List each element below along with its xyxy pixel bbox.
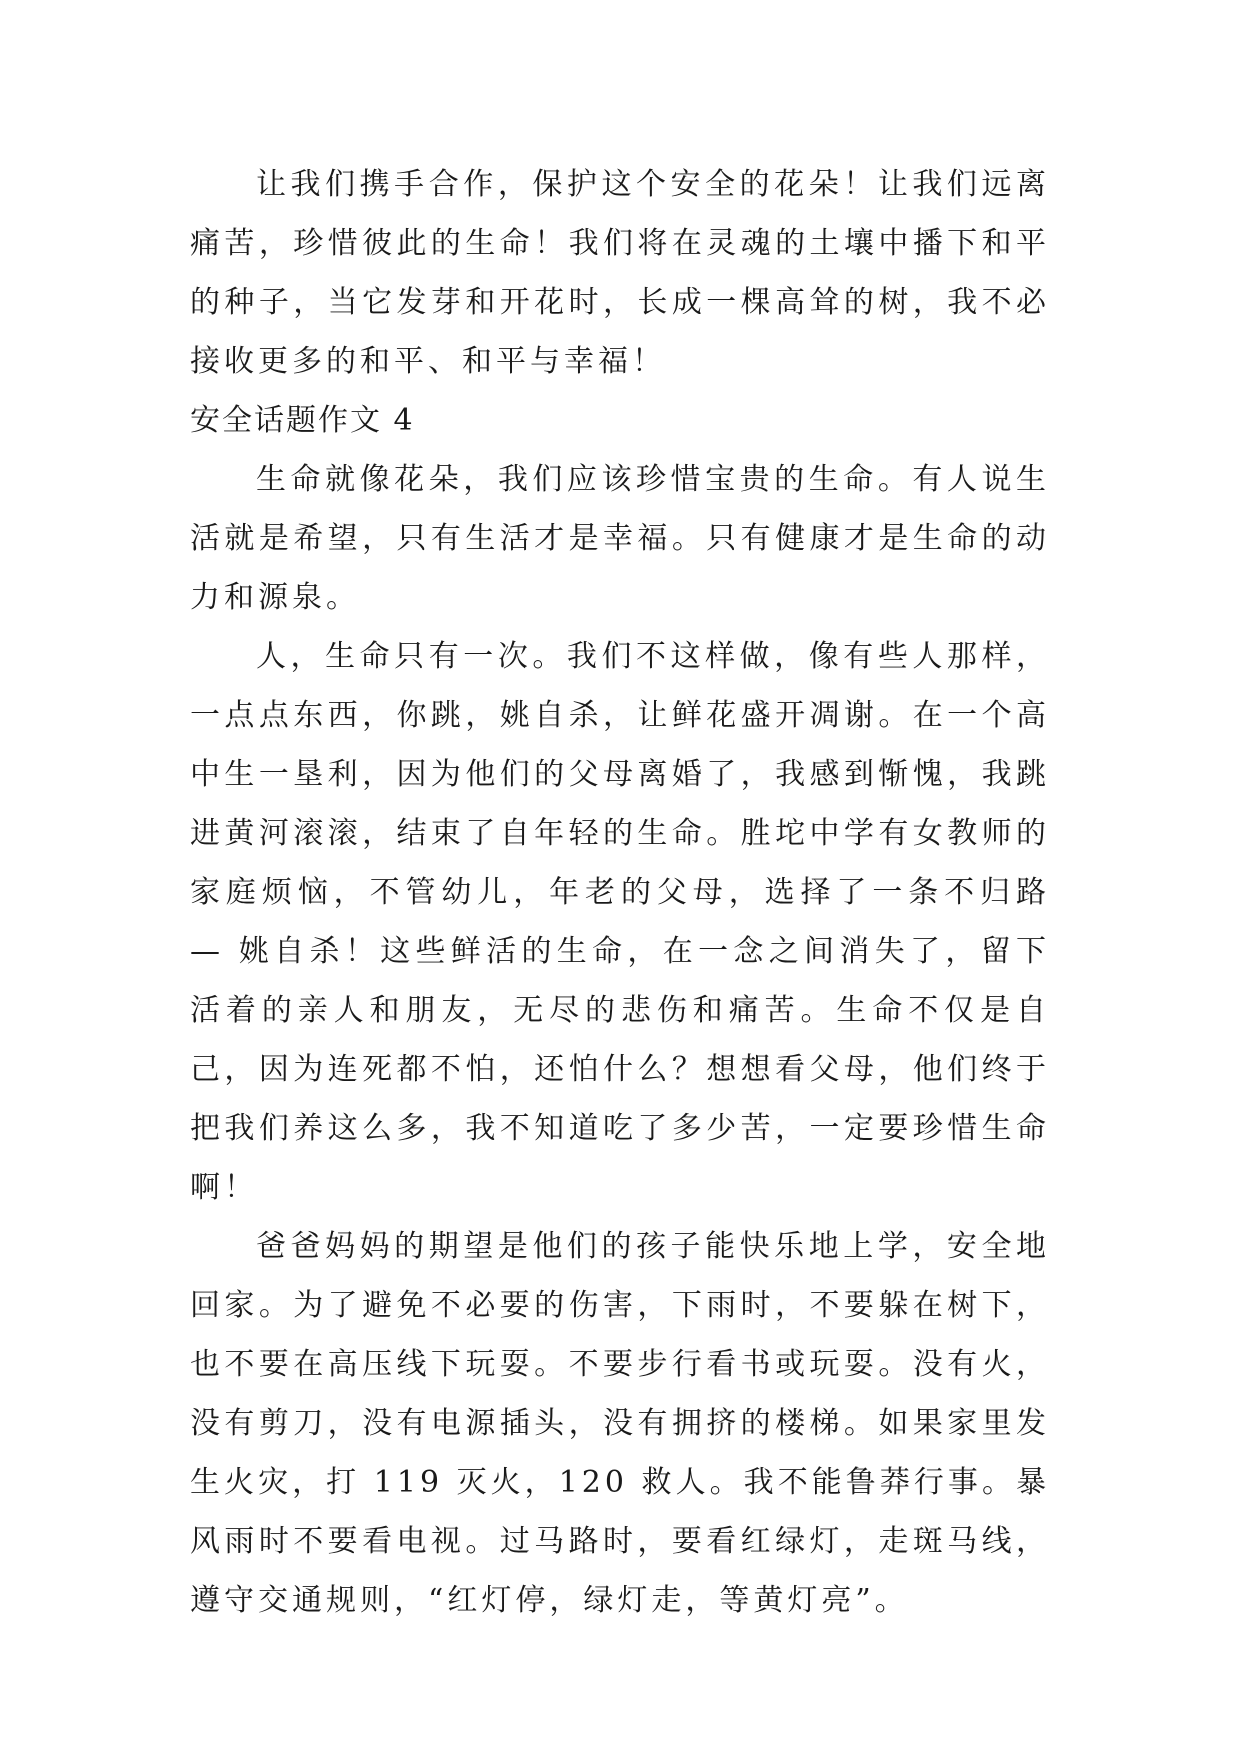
document-page (190, 155, 1050, 1630)
body-paragraph: 让我们携手合作，保护这个安全的花朵！让我们远离痛苦，珍惜彼此的生命！我们将在灵魂的土壤中播下和平的种子，当它发芽和开花时，长成一棵高耸的树，我不必接收更多的和平、和平与幸福！ (190, 167, 1050, 379)
section-title: 安全话题作文 4 (190, 403, 415, 438)
body-paragraph: 生命就像花朵，我们应该珍惜宝贵的生命。有人说生活就是希望，只有生活才是幸福。只有健康才是生命的动力和源泉。 (190, 462, 1050, 615)
body-paragraph: 人，生命只有一次。我们不这样做，像有些人那样，一点点东西，你跳，姚自杀，让鲜花盛开凋谢。在一个高中生一垦利，因为他们的父母离婚了，我感到惭愧，我跳进黄河滚滚，结束了自年轻的生命。胜坨中学有女教师的家庭烦恼，不管幼儿，年老的父母，选择了一条不归路 — 姚自杀！这些鲜活的生命，在一念之间消失了，留下活着的亲人和朋友，无尽的悲伤和痛苦。生命不仅是自己，因为连死都不怕，还怕什么？想想看父母，他们终于把我们养这么多，我不知道吃了多少苦，一定要珍惜生命啊！ (190, 639, 1050, 1205)
body-paragraph: 爸爸妈妈的期望是他们的孩子能快乐地上学，安全地回家。为了避免不必要的伤害，下雨时，不要躲在树下，也不要在高压线下玩耍。不要步行看书或玩耍。没有火，没有剪刀，没有电源插头，没有拥挤的楼梯。如果家里发生火灾，打 119 灭火，120 救人。我不能鲁莽行事。暴风雨时不要看电视。过马路时，要看红绿灯，走斑马线，遵守交通规则，“红灯停，绿灯走，等黄灯亮”。 (190, 1229, 1050, 1618)
